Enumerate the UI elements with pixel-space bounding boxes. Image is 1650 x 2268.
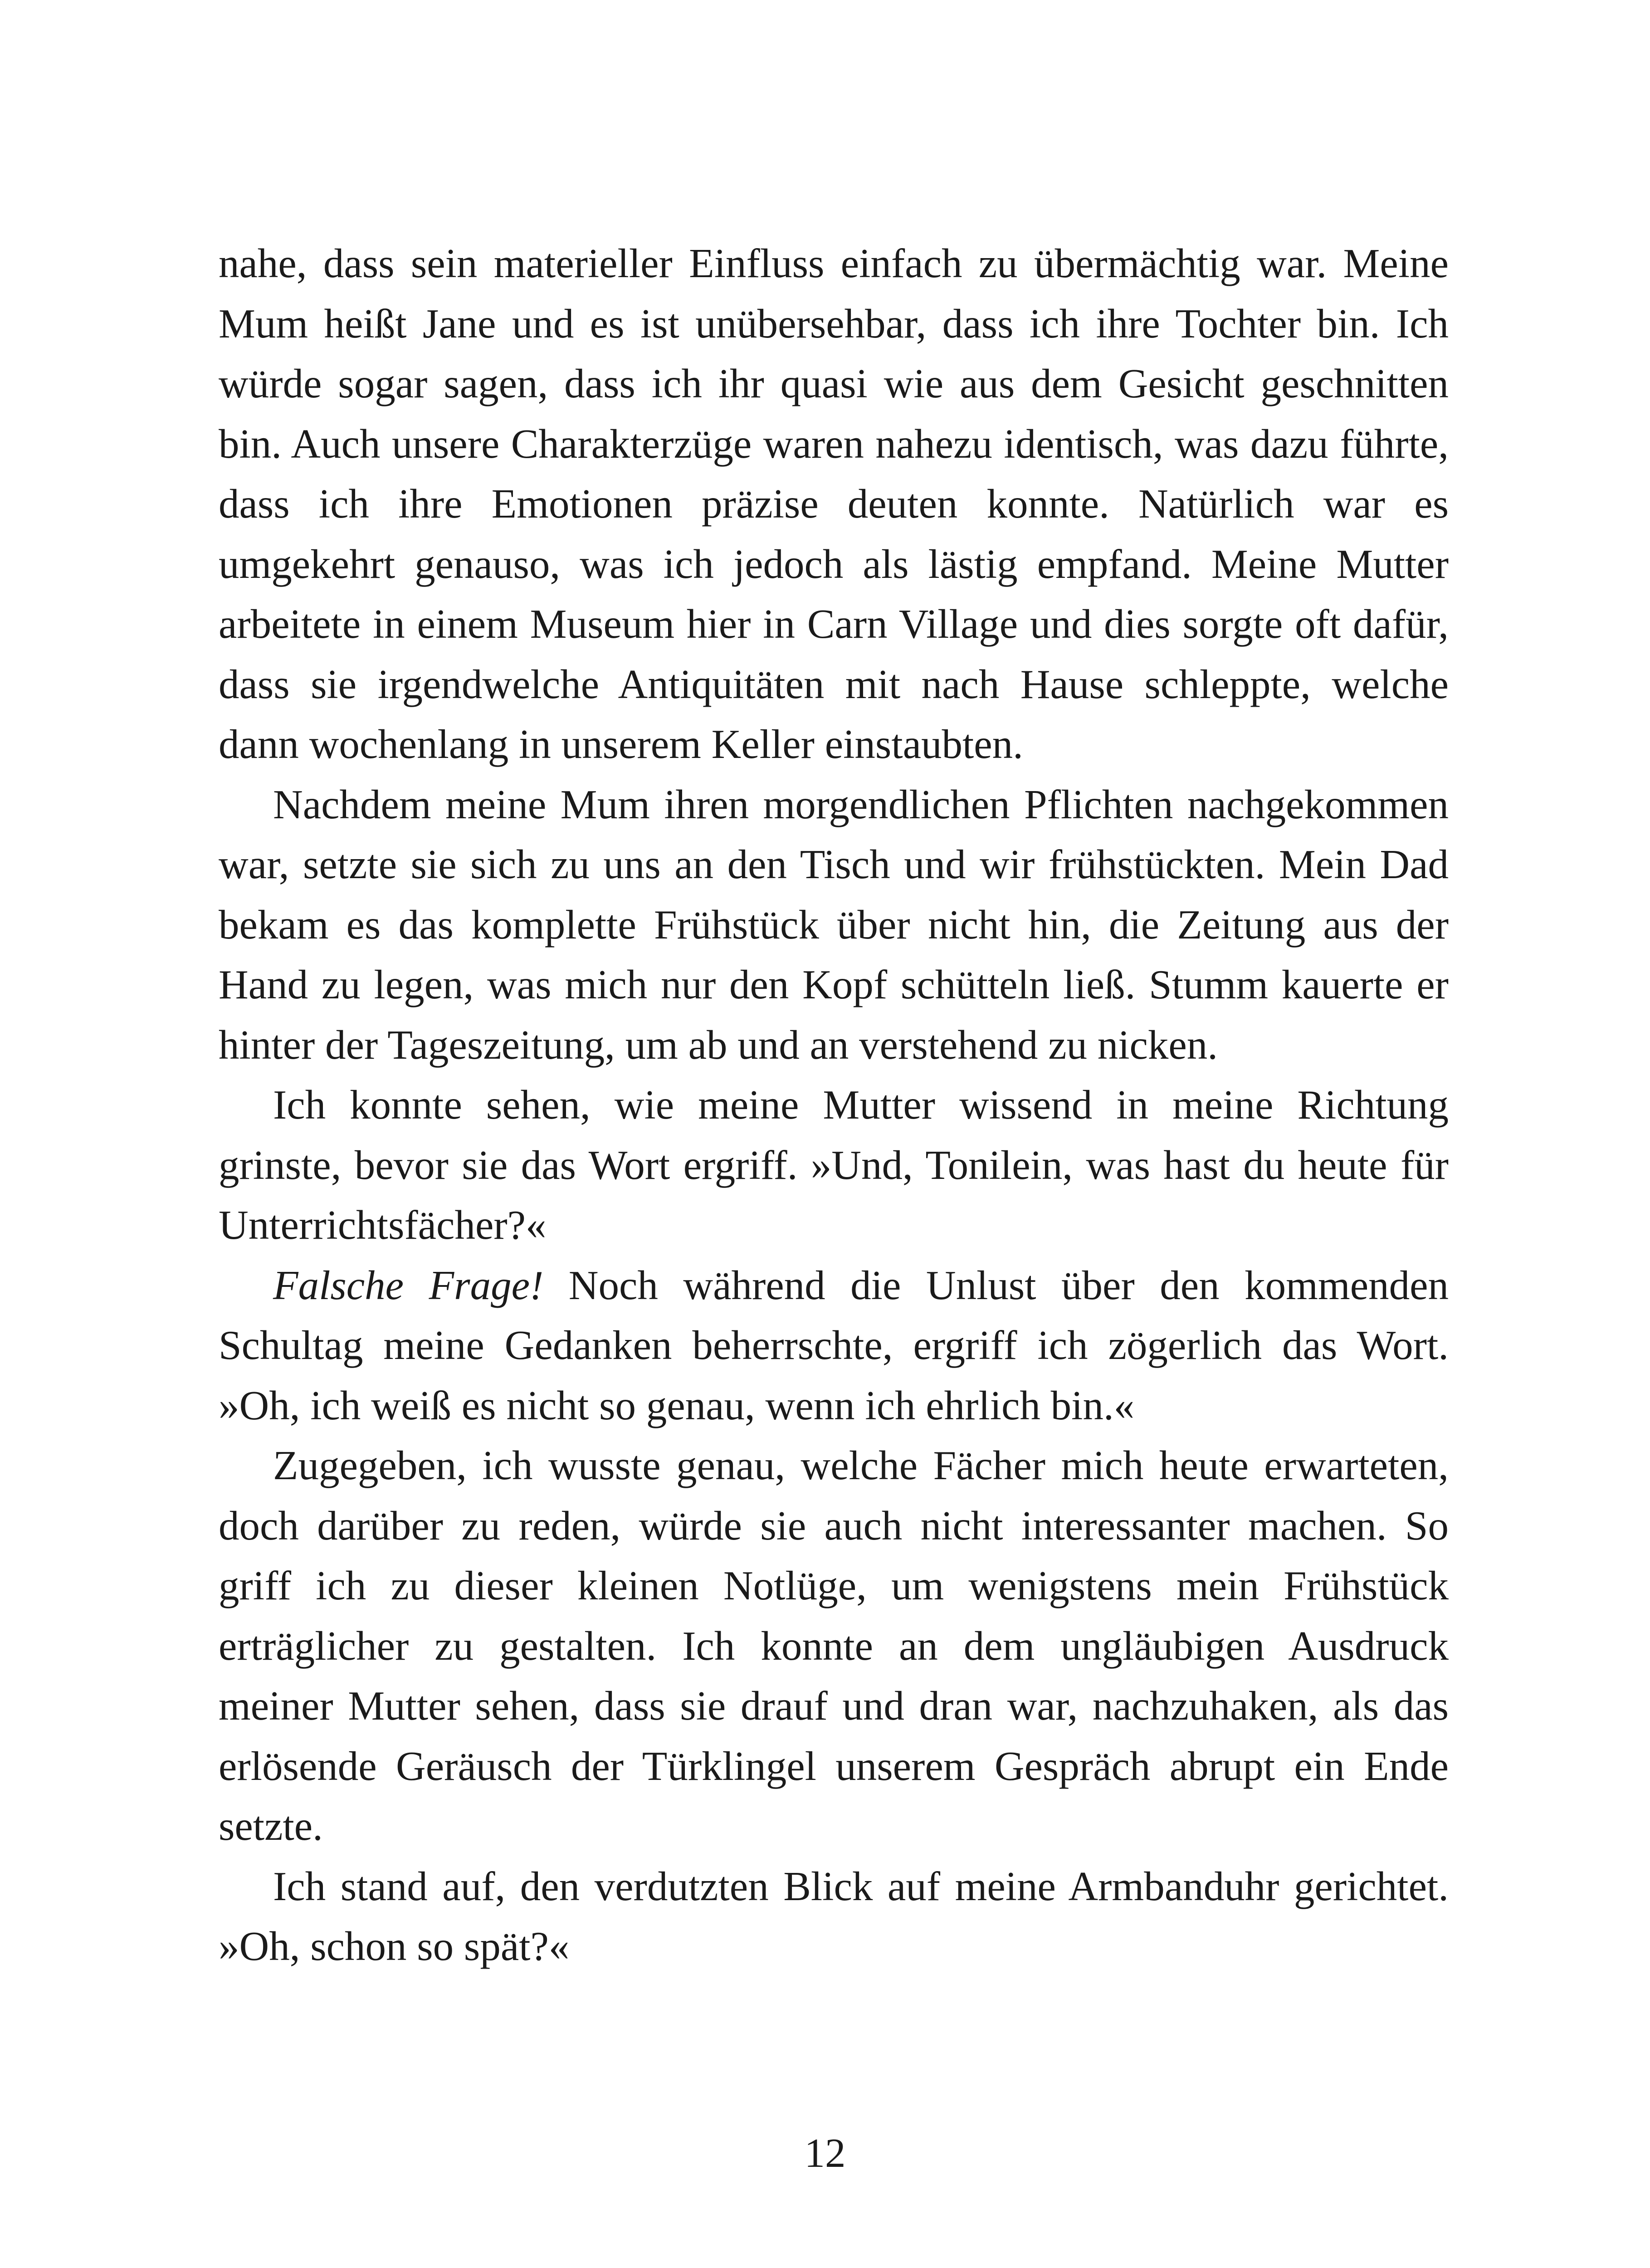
page-number: 12 <box>804 2130 846 2176</box>
paragraph-6 <box>219 1857 1449 1977</box>
paragraph-4-italic-thought: Falsche Frage! <box>273 1262 544 1308</box>
paragraph-2 <box>219 775 1449 1075</box>
paragraph-1 <box>219 234 1449 775</box>
paragraph-5-text: Zugegeben, ich wusste genau, welche Fächer mich heute erwarteten, doch darüber zu reden, würde sie auch nicht interessanter machen. So griff ich zu dieser kleinen Notlüge, um wenigstens mein Frühstück erträglicher zu gestalten. Ich konnte an dem ungläubigen Ausdruck meiner Mutter sehen, dass sie drauf und dran war, nachzuhaken, als das erlösende Geräusch der Türklingel unserem Gespräch abrupt ein Ende setzte. <box>219 1442 1449 1849</box>
paragraph-6-text: Ich stand auf, den verdutzten Blick auf meine Armbanduhr gerichtet. »Oh, schon so spät?« <box>219 1863 1449 1969</box>
paragraph-1-text: nahe, dass sein materieller Einfluss einfach zu übermächtig war. Meine Mum heißt Jane und es ist unübersehbar, dass ich ihre Tochter bin. Ich würde sogar sagen, dass ich ihr quasi wie aus dem Gesicht geschnitten bin. Auch unsere Charakterzüge waren nahezu identisch, was dazu führte, dass ich ihre Emotionen präzise deuten konnte. Natürlich war es umgekehrt genauso, was ich jedoch als lästig empfand. Meine Mutter arbeitete in einem Museum hier in Carn Village und dies sorgte oft dafür, dass sie irgendwelche Antiquitäten mit nach Hause schleppte, welche dann wochenlang in unserem Keller einstaubten. <box>219 240 1449 767</box>
paragraph-4 <box>219 1256 1449 1436</box>
paragraph-3-text: Ich konnte sehen, wie meine Mutter wissend in meine Richtung grinste, bevor sie das Wort ergriff. »Und, Tonilein, was hast du heute für Unterrichtsfächer?« <box>219 1082 1449 1248</box>
paragraph-5 <box>219 1436 1449 1857</box>
paragraph-2-text: Nachdem meine Mum ihren morgendlichen Pflichten nachgekommen war, setzte sie sich zu uns an den Tisch und wir frühstückten. Mein Dad bekam es das komplette Frühstück über nicht hin, die Zeitung aus der Hand zu legen, was mich nur den Kopf schütteln ließ. Stumm kauerte er hinter der Tageszeitung, um ab und an verstehend zu nicken. <box>219 781 1449 1068</box>
body-text <box>219 234 1449 1977</box>
paragraph-4-text: Noch während die Unlust über den kommenden Schultag meine Gedanken beherrschte, ergriff ich zögerlich das Wort. »Oh, ich weiß es nicht so genau, wenn ich ehrlich bin.« <box>219 1262 1449 1428</box>
paragraph-3 <box>219 1075 1449 1256</box>
